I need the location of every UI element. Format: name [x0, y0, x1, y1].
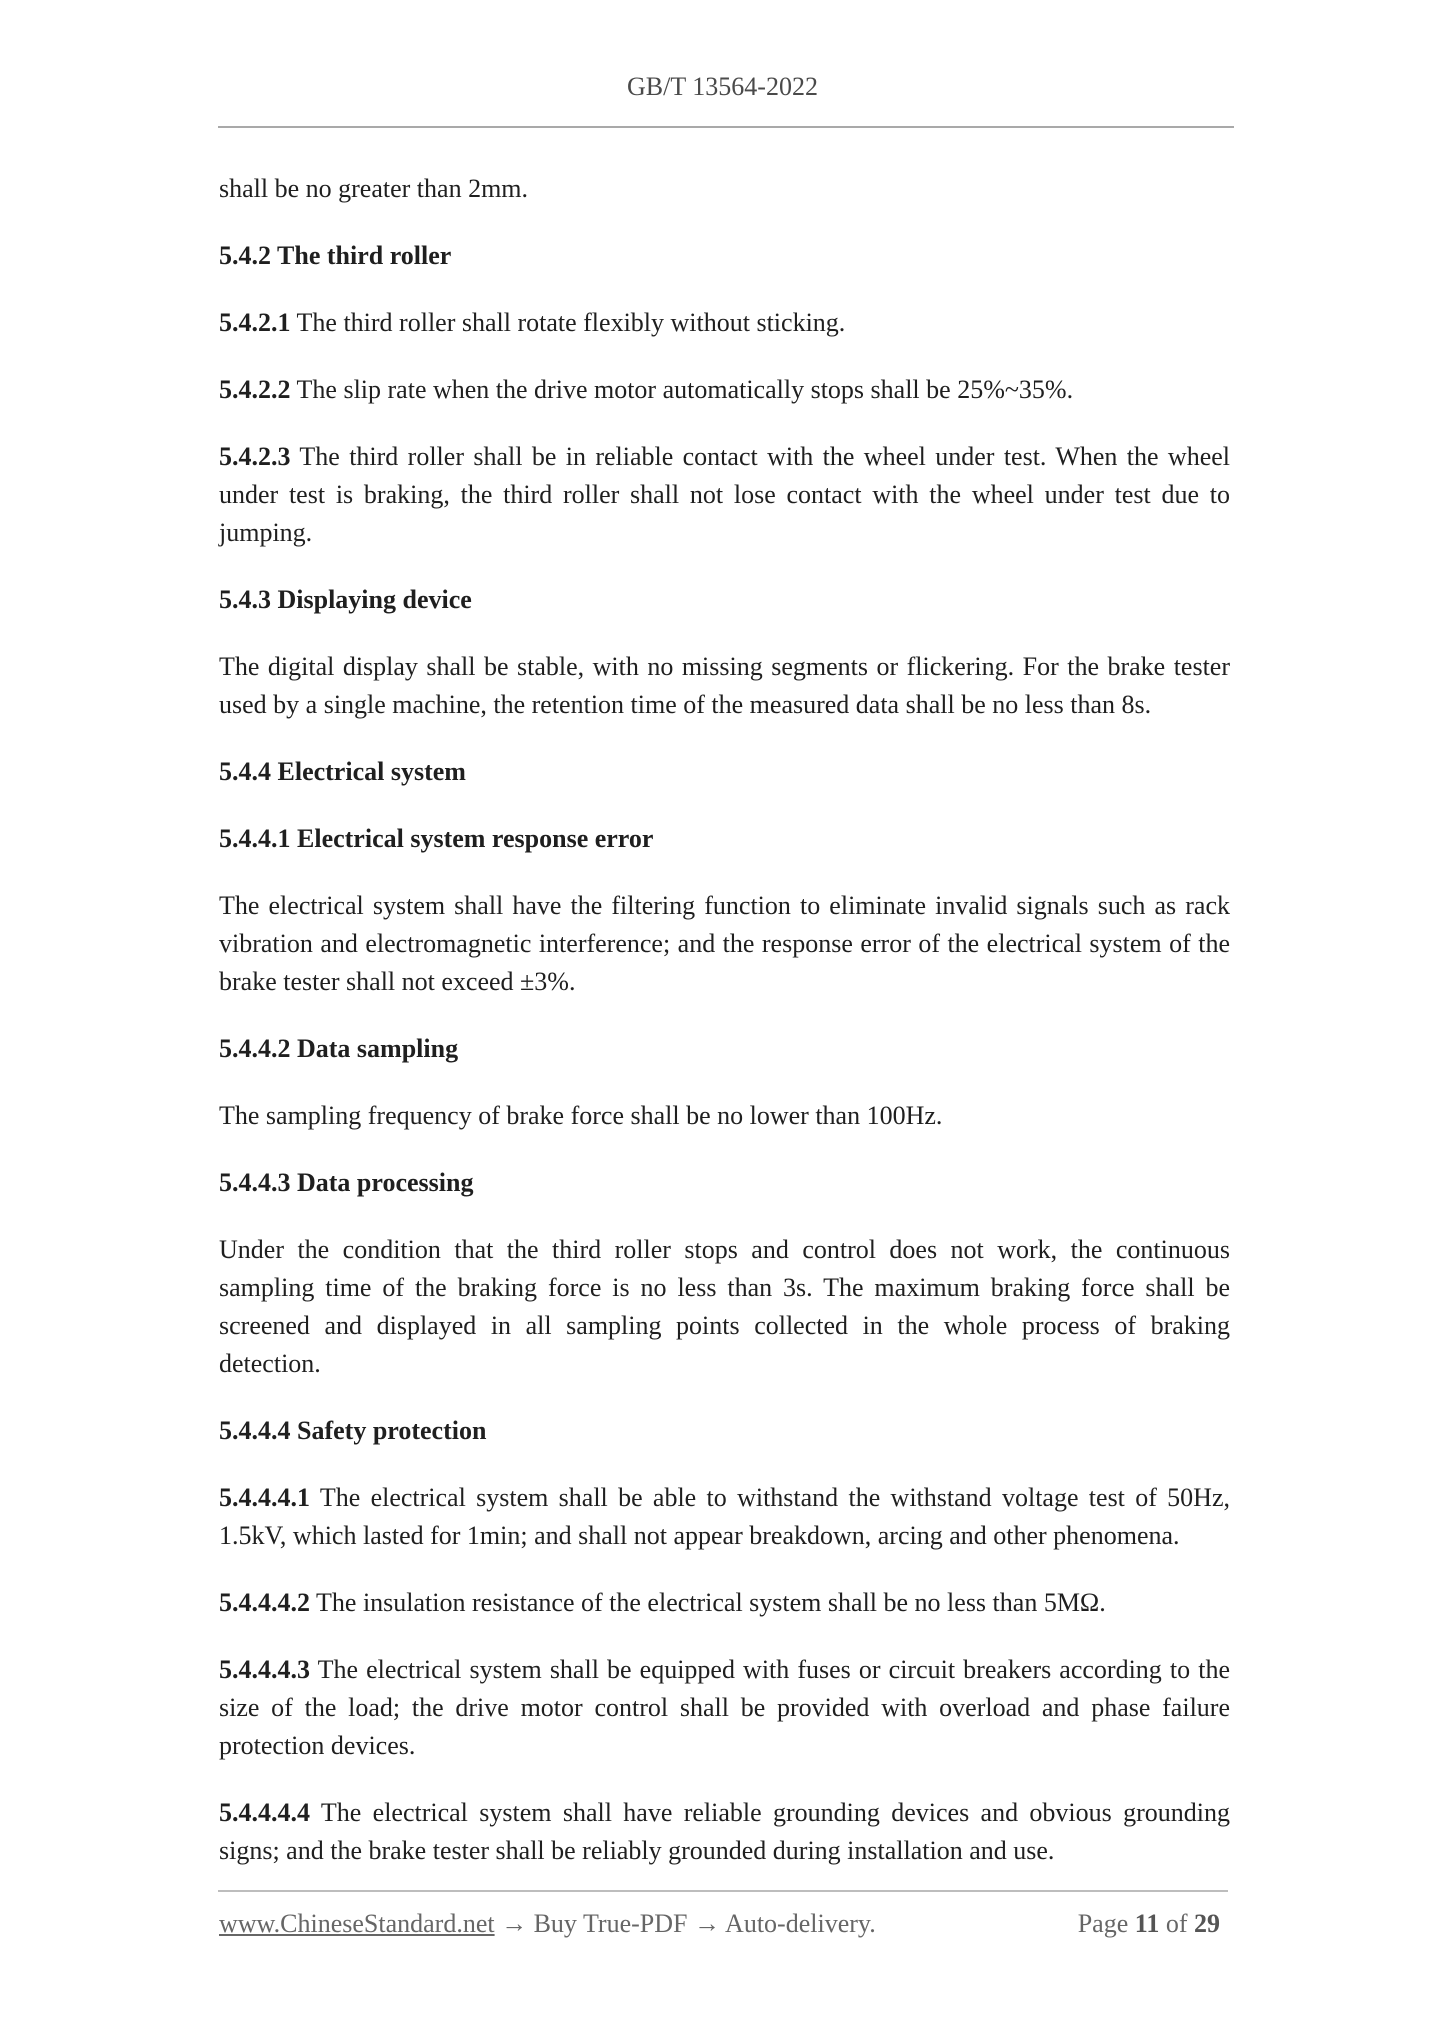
total-pages-number: 29: [1194, 1909, 1220, 1938]
clause-number: 5.4.2.2: [219, 375, 291, 404]
paragraph: The sampling frequency of brake force shall be no lower than 100Hz.: [219, 1101, 943, 1130]
section-heading: 5.4.3 Displaying device: [219, 585, 472, 614]
website-link[interactable]: www.ChineseStandard.net: [219, 1909, 495, 1938]
clause-text: The electrical system shall have reliable grounding devices and obvious grounding signs; and the brake tester shall be reliably grounded during installation and use.: [219, 1798, 1230, 1865]
paragraph: [219, 1794, 1230, 1870]
paragraph: [219, 304, 1230, 342]
clause-text: The electrical system shall be able to withstand the withstand voltage test of 50Hz, 1.5kV, which lasted for 1min; and shall not appear breakdown, arcing and other phenomena.: [219, 1483, 1230, 1550]
header-divider: [218, 126, 1234, 128]
paragraph: [219, 1479, 1230, 1555]
clause-text: The insulation resistance of the electrical system shall be no less than 5MΩ.: [310, 1588, 1106, 1617]
paragraph: The electrical system shall have the filtering function to eliminate invalid signals such as rack vibration and electromagnetic interference; and the response error of the electrical system of the brake tester shall not exceed ±3%.: [219, 891, 1230, 996]
footer-promo: [219, 1909, 876, 1939]
section-heading: 5.4.4.3 Data processing: [219, 1168, 474, 1197]
paragraph: [219, 1651, 1230, 1765]
clause-text: The third roller shall rotate flexibly without sticking.: [290, 308, 846, 337]
footer-tagline: → Buy True-PDF → Auto-delivery.: [494, 1909, 876, 1938]
clause-number: 5.4.2.1: [219, 308, 291, 337]
page-label: Page: [1077, 1909, 1129, 1938]
footer-divider: [218, 1890, 1228, 1892]
section-heading: 5.4.4.2 Data sampling: [219, 1034, 459, 1063]
section-heading: 5.4.2 The third roller: [219, 241, 452, 270]
clause-number: 5.4.4.4.3: [219, 1655, 310, 1684]
clause-number: 5.4.4.4.2: [219, 1588, 310, 1617]
paragraph: [219, 371, 1230, 409]
paragraph: Under the condition that the third roller stops and control does not work, the continuous sampling time of the braking force is no less than 3s. The maximum braking force shall be screened and displayed in all sampling points collected in the whole process of braking detection.: [219, 1235, 1230, 1378]
page-indicator: [1078, 1909, 1220, 1939]
clause-text: The third roller shall be in reliable contact with the wheel under test. When the wheel under test is braking, the third roller shall not lose contact with the wheel under test due to jumping.: [219, 442, 1230, 547]
clause-number: 5.4.2.3: [219, 442, 291, 471]
paragraph: The digital display shall be stable, with no missing segments or flickering. For the brake tester used by a single machine, the retention time of the measured data shall be no less than 8s.: [219, 652, 1230, 719]
clause-number: 5.4.4.4.4: [219, 1798, 310, 1827]
paragraph: shall be no greater than 2mm.: [219, 174, 529, 203]
section-heading: 5.4.4 Electrical system: [219, 757, 466, 786]
section-heading: 5.4.4.4 Safety protection: [219, 1416, 487, 1445]
paragraph: [219, 1584, 1230, 1622]
standard-number: GB/T 13564-2022: [627, 72, 818, 101]
current-page-number: 11: [1134, 1909, 1160, 1938]
paragraph: [219, 438, 1230, 552]
clause-number: 5.4.4.4.1: [219, 1483, 310, 1512]
clause-text: The electrical system shall be equipped with fuses or circuit breakers according to the size of the load; the drive motor control shall be provided with overload and phase failure protection devices.: [219, 1655, 1230, 1760]
document-header: [0, 72, 1445, 102]
document-body: [219, 170, 1230, 1899]
section-heading: 5.4.4.1 Electrical system response error: [219, 824, 654, 853]
of-label: of: [1165, 1909, 1188, 1938]
clause-text: The slip rate when the drive motor automatically stops shall be 25%~35%.: [290, 375, 1074, 404]
